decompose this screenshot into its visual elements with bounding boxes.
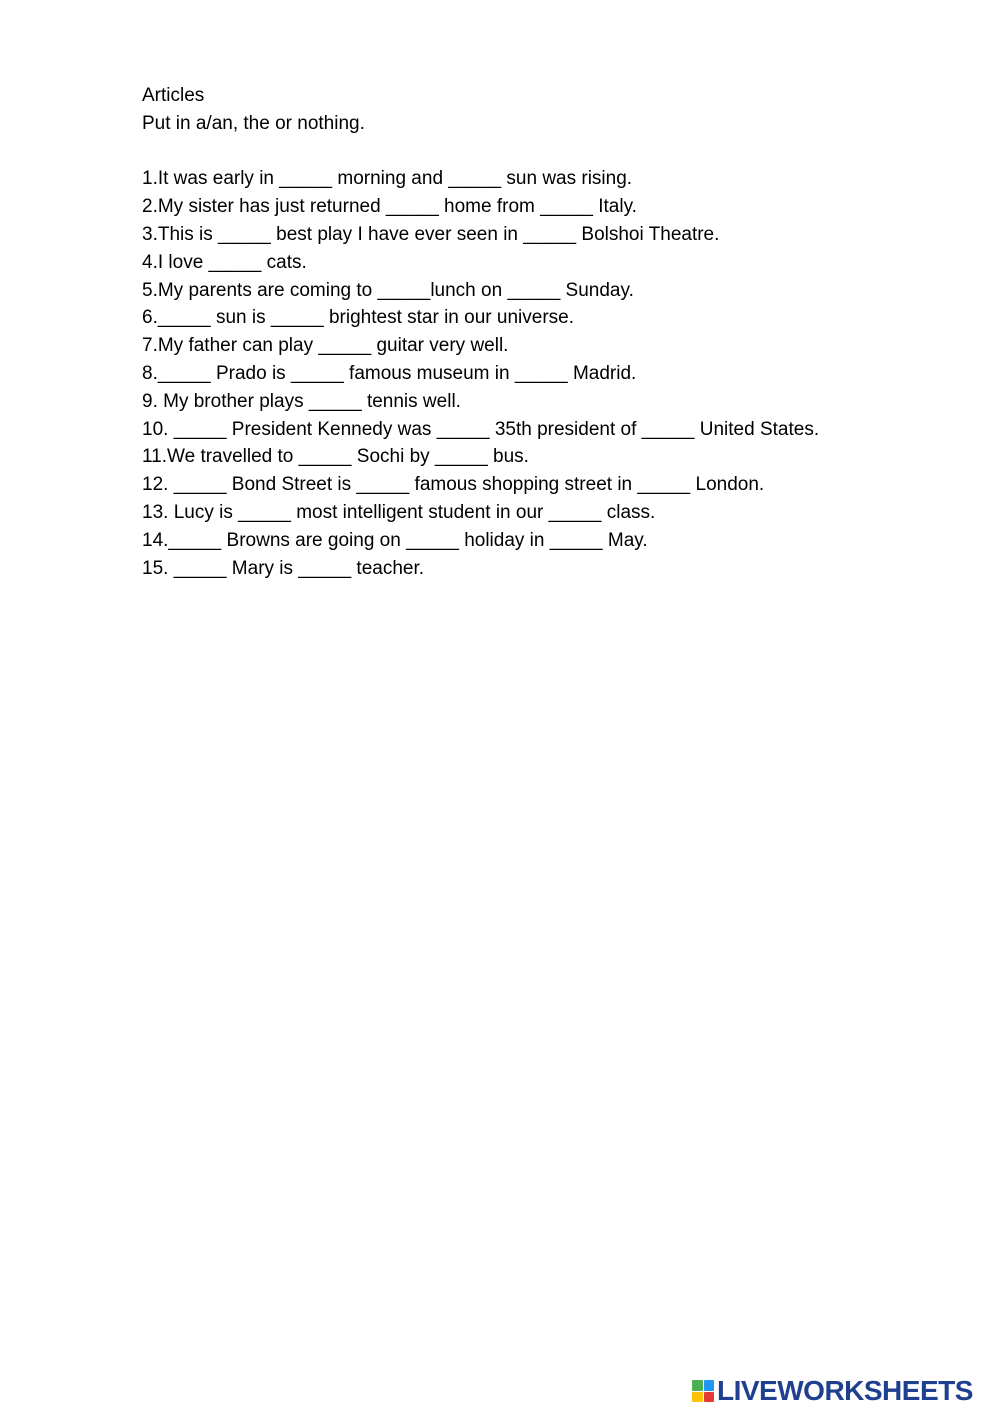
exercise-item-15: 15. _____ Mary is _____ teacher. — [142, 557, 425, 579]
logo-text: LIVEWORKSHEETS — [717, 1375, 973, 1406]
liveworksheets-logo-icon — [692, 1380, 714, 1402]
worksheet-content — [142, 82, 962, 582]
logo-square-yellow — [692, 1392, 703, 1403]
exercise-item-6: 6._____ sun is _____ brightest star in our universe. — [142, 307, 574, 329]
logo-square-green — [692, 1380, 703, 1391]
exercise-item-12: 12. _____ Bond Street is _____ famous shopping street in _____ London. — [142, 474, 765, 496]
exercise-item-13: 13. Lucy is _____ most intelligent student in our _____ class. — [142, 501, 656, 523]
liveworksheets-logo — [692, 1374, 973, 1408]
exercise-item-1: 1.It was early in _____ morning and _____ sun was rising. — [142, 168, 633, 190]
exercise-item-11: 11.We travelled to _____ Sochi by _____ bus. — [142, 446, 529, 468]
exercise-item-4: 4.I love _____ cats. — [142, 251, 307, 273]
worksheet-title: Articles — [142, 85, 205, 106]
blank-line — [142, 138, 962, 166]
exercise-item-3: 3.This is _____ best play I have ever seen in _____ Bolshoi Theatre. — [142, 223, 720, 245]
logo-square-blue — [704, 1380, 715, 1391]
exercise-item-10: 10. _____ President Kennedy was _____ 35th president of _____ United States. — [142, 418, 820, 440]
logo-square-red — [704, 1392, 715, 1403]
exercise-item-9: 9. My brother plays _____ tennis well. — [142, 390, 461, 412]
exercise-item-2: 2.My sister has just returned _____ home from _____ Italy. — [142, 196, 637, 218]
exercise-item-5: 5.My parents are coming to _____lunch on _____ Sunday. — [142, 279, 634, 301]
exercise-item-14: 14._____ Browns are going on _____ holiday in _____ May. — [142, 529, 648, 551]
exercise-item-8: 8._____ Prado is _____ famous museum in _____ Madrid. — [142, 362, 637, 384]
exercise-item-7: 7.My father can play _____ guitar very well. — [142, 335, 509, 357]
worksheet-instruction: Put in a/an, the or nothing. — [142, 112, 365, 134]
